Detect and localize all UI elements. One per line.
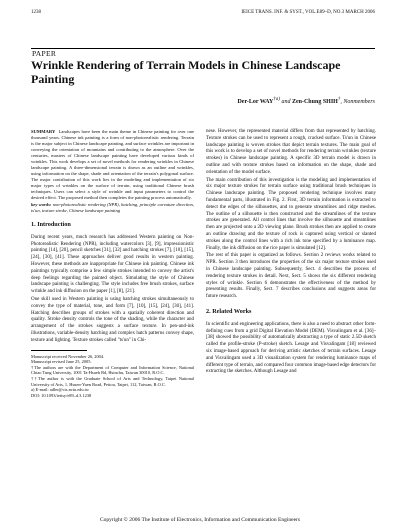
- paragraph: The rest of this paper is organized as follows. Section 2 reviews works related to NPR. Section 3 then introduces the properties of the six major texture strokes used in Chinese landscape painting. Subsequently, Sect. 4 describes the process of rendering texture strokes in detail. Next, Sect. 5 shows the six different rendering styles of wrinkle. Section 6 demonstrates the effectiveness of the method by presenting results. Finally, Sect. 7 describes conclusions and suggests areas for future research.: [206, 253, 376, 300]
- left-column: [31, 129, 194, 398]
- footnote: †The authors are with the Department of Computer and Information Science, National Chiao Tung University, 1001 Ta-Hsueh Rd, Hsinchu, Taiwan 30010, R.O.C.: [31, 364, 194, 376]
- header-rule: [31, 48, 375, 49]
- footnote: Manuscript received November 26, 2004.: [31, 353, 105, 359]
- author-and: and: [281, 99, 291, 105]
- paragraph: During recent years, much research has addressed Western painting on Non-Photorealistic Rendering (NPR), including watercolors [3], [9], impressionistic painting [14], [20], pencil sketches [31], [32] and hatching strokes [7], [10], [15], [24], [30], [41]. These approaches deliver good results in western painting. However, these methods are inappropriate for Chinese ink painting. Chinese ink paintings typically comprise a few simple strokes intended to convey the artist's deep feelings regarding the painted object. Simulating the style of Chinese landscape painting is challenging. The style includes free brush strokes, surface wrinkle and ink diffusion on the paper [1], [8], [21].: [31, 234, 194, 295]
- keywords-text: non-photorealistic rendering (NPR), hatching, principle curvature direction, ts'un, texture stroke, Chinese landscape painting: [31, 202, 194, 213]
- summary-label: SUMMARY: [31, 129, 56, 134]
- author-2-mark: †: [337, 97, 341, 102]
- section-1-heading: 1. Introduction: [31, 221, 71, 228]
- footnote: Manuscript revised June 25, 2005.: [31, 359, 92, 365]
- author-1: Der-Lor WAY: [237, 99, 274, 105]
- page-number: 1238: [31, 10, 41, 15]
- right-column: [206, 129, 376, 377]
- keywords-label: key words:: [31, 202, 52, 207]
- author-1-mark: †a): [273, 97, 280, 102]
- summary: [31, 129, 194, 201]
- summary-text: Landscapes have been the main theme in Chinese painting for over one thousand years. Chinese ink painting is a form of non-photorealistic rendering. Terrain is the major subject in Chinese landscape painting, and surface wrinkles are important in conveying the orientation of mountains and contributing to the atmosphere. Over the centuries, masters of Chinese landscape painting have developed various kinds of wrinkles. This work develops a set of novel methods for rendering wrinkles in Chinese landscape painting. A three-dimensional terrain is drawn as an outline and wrinkles, using information on the shape, shade and orientation of the terrain's polygonal surface. The major contribution of this work lies in the modeling and implementation of six major types of wrinkles on the surface of terrain, using traditional Chinese brush techniques. Users can select a style of wrinkle and input parameters to control the desired effect. The proposed method then completes the painting process automatically.: [31, 129, 194, 200]
- section-2-heading: 2. Related Works: [206, 307, 252, 315]
- keywords: [31, 202, 194, 214]
- paragraph: The main contribution of this investigation is the modeling and implementation of six major texture strokes for terrain surface using traditional brush techniques in Chinese landscape painting. The proposed rendering technique involves many fundamental parts, illustrated in Fig. 2. First, 3D terrain information is extracted to detect the edges of the silhouettes, and to generate streamlines and ridge meshes. The outline of a silhouette is then constructed and the streamlines of the texture strokes are generated. All control lines that involve the silhouette and streamlines then are projected onto a 2D viewing plane. Brush strokes then are applied to create an outline drawing and the texture of rock is captured using vertical or slanted strokes along the control lines with a rich ink tone specified by a luminance map. Finally, the ink diffusion on the rice paper is simulated [12].: [206, 177, 376, 251]
- journal-header: IEICE TRANS. INF. & SYST., VOL.E89–D, NO.3 MARCH 2006: [241, 10, 375, 15]
- paragraph: nese. However, the represented material differs from that represented by hatching. Texture strokes can be used to represent a rough, cracked surface. Ts'un in Chinese landscape painting is woven strokes that depict terrain textures. The main goal of this work is to develop a set of novel methods for rendering terrain wrinkles (texture strokes) in Chinese landscape painting. A specific 3D terrain model is drawn in outline and with texture strokes based on information on the shape, shade and orientation of the model surface.: [206, 129, 376, 175]
- paper-title: Wrinkle Rendering of Terrain Models in Chinese Landscape Painting: [31, 58, 341, 86]
- footnote-rule: [31, 350, 87, 351]
- author-line: Der-Lor WAY$^{\dagger a)}$ and Zen-Chung SHIH†, Nonmembers: [237, 97, 375, 105]
- membership: Nonmembers: [343, 99, 375, 105]
- footnote: a) E-mail: adler@cis.nctu.edu.tw: [31, 387, 90, 393]
- paragraph: In scientific and engineering applications, there is also a need to abstract other form-defining cues from a grid Digital Elevation Model (DEM). Visvalingam et al. [36]–[38] showed the possibility of automatically abstracting a type of static 2.5D sketch called the profile-stroke (P-stroke) sketch. Lesage and Visvalingam [18] reviewed six image-based approach for deriving artistic sketches of terrain surfaces. Lesage and Visvalingam used a 3D visualization system for rendering luminance maps of different type of terrain, and compared four common image-based edge detectors for extracting the sketches. Although Lesage and: [206, 321, 376, 375]
- footnote: DOI: 10.1093/ietisy/e89–d.3.1238: [31, 392, 92, 398]
- paper-type: PAPER: [32, 49, 57, 58]
- copyright-footer: Copyright © 2006 The Institute of Electronics, Information and Communication Engineers: [99, 517, 301, 523]
- paragraph: One skill used in Western painting is using hatching strokes simultaneously to convey the type of material, tone, and form [7], [10], [15], [24], [30], [41]. Hatching describes groups of strokes with a spatially coherent direction and quality. Stroke density controls the tone of the shading, while the character and arrangement of the strokes suggests a surface texture. In pen-and-ink illustrations, variable-density hatching and complex hatch patterns convey shape, texture and lighting. Texture strokes called "ts'un" in Chi-: [31, 296, 194, 343]
- author-2: Zen-Chung SHIH: [291, 99, 338, 105]
- footnote: ††The author is with the Graduate School of Arts and Technology, Taipei National University of Arts, 1, Hsuen-Yuen Road, Peitou, Taipei, 112, Taiwan, R.O.C.: [31, 375, 194, 387]
